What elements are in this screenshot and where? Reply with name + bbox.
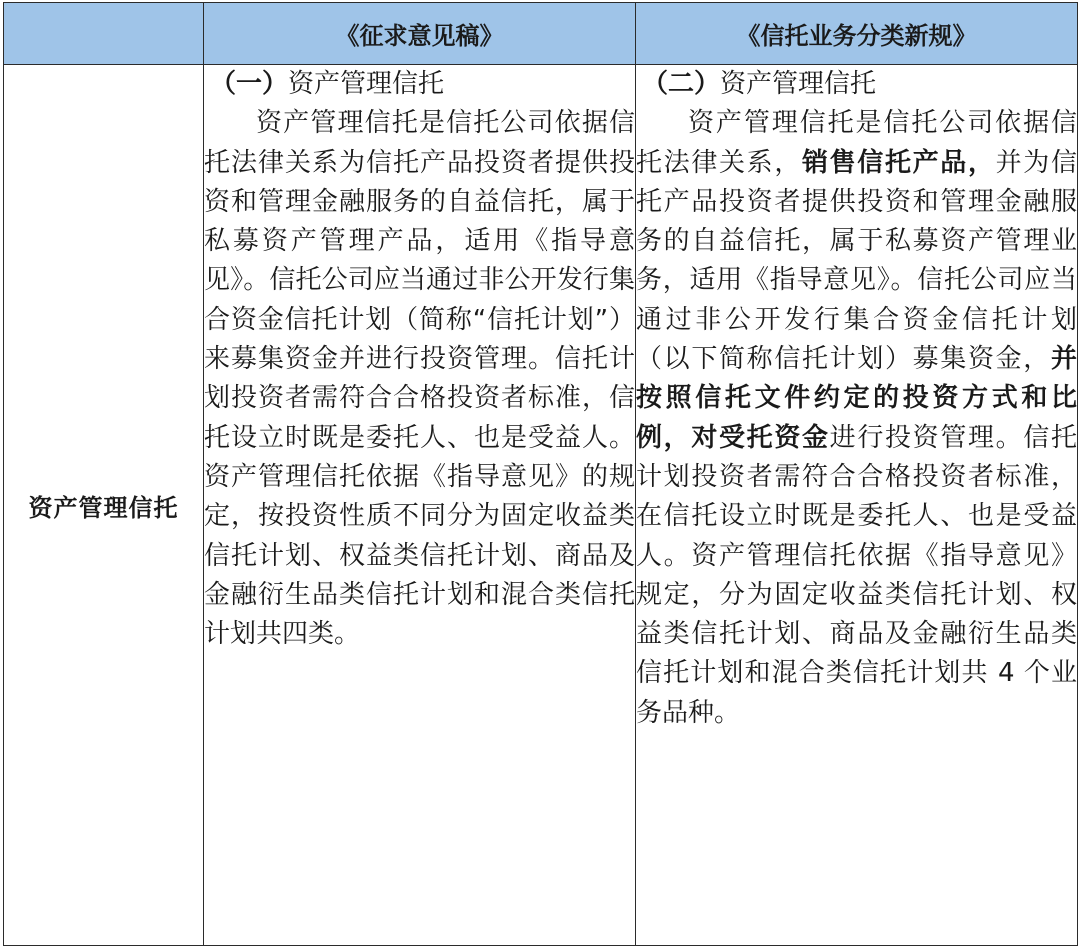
draft-text xyxy=(204,65,635,654)
new-rule-section-title: 资产管理信托 xyxy=(720,69,877,99)
header-row xyxy=(4,3,1078,65)
draft-body: 资产管理信托是信托公司依据信托法律关系为信托产品投资者提供投资和管理金融服务的自益信托，属于私募资产管理产品，适用《指导意见》。信托公司应当通过非公开发行集合资金信托计划（简称“信托计划”）来募集资金并进行投资管理。信托计划投资者需符合合格投资者标准，信托设立时既是委托人、也是受益人。资产管理信托依据《指导意见》的规定，按投资性质不同分为固定收益类信托计划、权益类信托计划、商品及金融衍生品类信托计划和混合类信托计划共四类。 xyxy=(204,108,635,650)
new-rule-emphasis-1: 销售信托产品， xyxy=(801,147,996,178)
draft-section-number: （一） xyxy=(210,69,289,99)
new-rule-section-number: （二） xyxy=(642,69,721,99)
new-rule-body-part-1: 资产管理信托是信托公司依据信托法律关系， xyxy=(636,108,1077,178)
new-rule-body-part-3: 进行投资管理。信托计划投资者需符合合格投资者标准，在信托设立时既是委托人、也是受益人。资产管理信托依据《指导意见》规定，分为固定收益类信托计划、权益类信托计划、商品及金融衍生品类信托计划和混合类信托计划共 4 个业务品种。 xyxy=(636,422,1077,728)
header-blank-cell xyxy=(4,3,204,65)
draft-cell xyxy=(204,65,636,946)
draft-section-title: 资产管理信托 xyxy=(288,69,445,99)
new-rule-emphasis-2: 并按照信托文件约定的投资方式和比例，对受托资金 xyxy=(636,344,1077,453)
header-new-rule: 《信托业务分类新规》 xyxy=(636,3,1078,65)
comparison-table xyxy=(3,2,1078,946)
new-rule-body-part-2: 并为信托产品投资者提供投资和管理金融服务的自益信托，属于私募资产管理业务，适用《指导意见》。信托公司应当通过非公开发行集合资金信托计划（以下简称信托计划）募集资金， xyxy=(636,147,1077,375)
new-rule-section-heading xyxy=(636,65,1077,104)
new-rule-text xyxy=(636,65,1077,733)
new-rule-cell xyxy=(636,65,1078,946)
row-label: 资产管理信托 xyxy=(4,65,204,946)
content-row xyxy=(4,65,1078,946)
new-rule-body xyxy=(636,104,1077,733)
header-draft: 《征求意见稿》 xyxy=(204,3,636,65)
draft-section-heading xyxy=(204,65,635,104)
